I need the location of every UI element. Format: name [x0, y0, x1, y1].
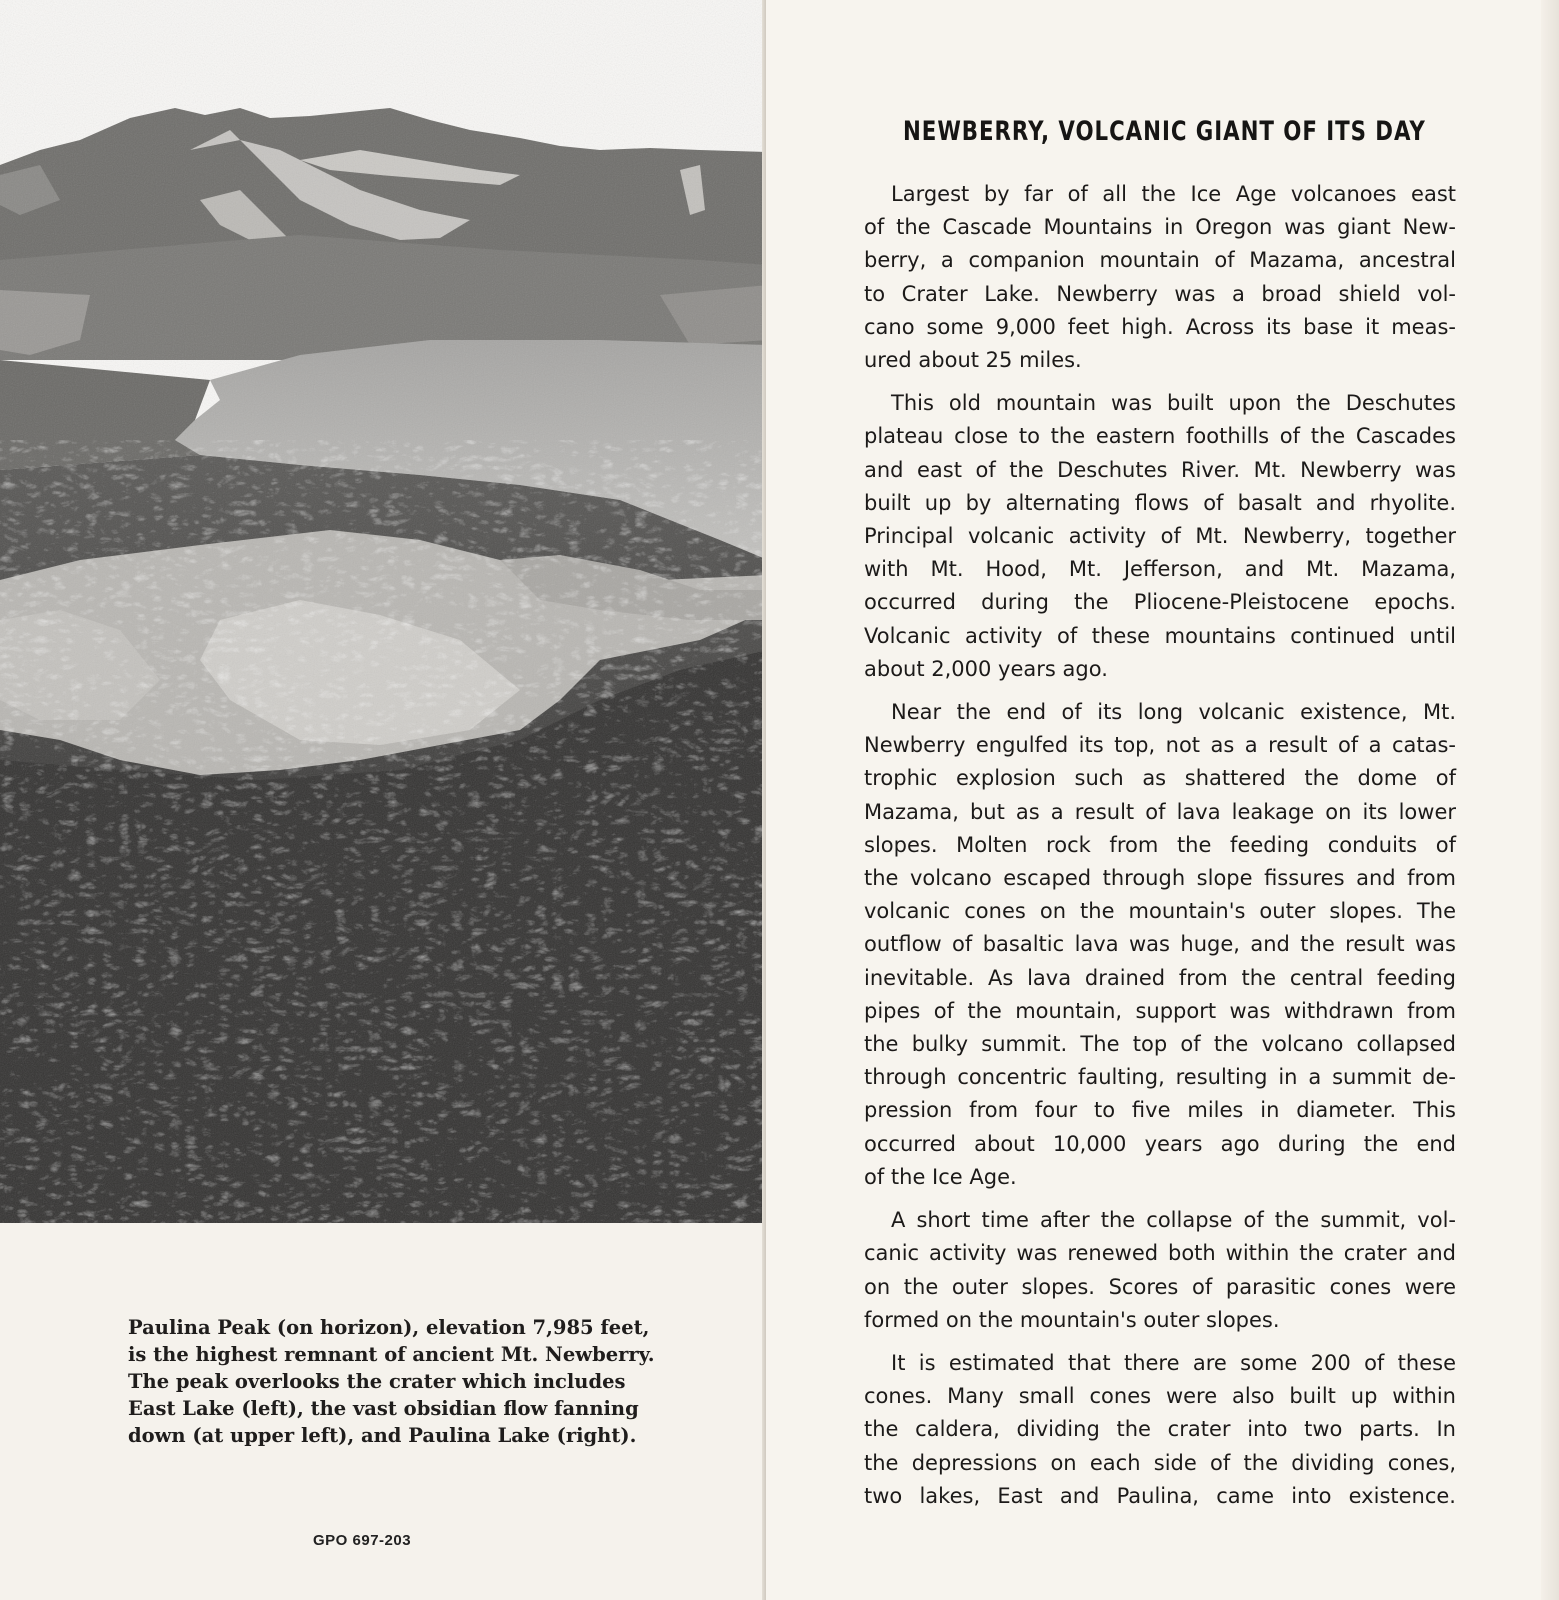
text-line: occurred during the Pliocene-Pleistocene epochs.	[864, 590, 1456, 615]
text-line: pression from four to five miles in diameter. This	[864, 1098, 1456, 1123]
text-line: built up by alternating flows of basalt and rhyolite.	[864, 490, 1456, 515]
text-line: Near the end of its long volcanic existence, Mt.	[891, 700, 1456, 725]
text-line: with Mt. Hood, Mt. Jefferson, and Mt. Mazama,	[864, 557, 1456, 582]
caption-line: Paulina Peak (on horizon), elevation 7,985 feet,	[128, 1316, 650, 1339]
caption-line: The peak overlooks the crater which includes	[128, 1370, 626, 1393]
text-line: through concentric faulting, resulting in a summit de-	[864, 1065, 1456, 1090]
text-line: It is estimated that there are some 200 of these	[891, 1350, 1456, 1375]
article-body	[864, 178, 1456, 1523]
text-line: trophic explosion such as shattered the dome of	[864, 766, 1456, 791]
text-line: Principal volcanic activity of Mt. Newberry, together	[864, 524, 1456, 549]
caption-line: down (at upper left), and Paulina Lake (right).	[128, 1424, 637, 1447]
text-line: This old mountain was built upon the Deschutes	[891, 391, 1456, 416]
text-line: berry, a companion mountain of Mazama, ancestral	[864, 248, 1456, 273]
text-line: of the Ice Age.	[864, 1164, 1017, 1189]
caption-line: is the highest remnant of ancient Mt. Newberry.	[128, 1343, 655, 1366]
text-line: formed on the mountain's outer slopes.	[864, 1307, 1280, 1332]
text-line: Newberry engulfed its top, not as a result of a catas-	[864, 733, 1456, 758]
article-title: NEWBERRY, VOLCANIC GIANT OF ITS DAY	[903, 116, 1426, 147]
text-line: about 2,000 years ago.	[864, 656, 1108, 681]
text-line: occurred about 10,000 years ago during the end	[864, 1131, 1456, 1156]
photo-caption	[128, 1314, 655, 1449]
text-line: plateau close to the eastern foothills of the Cascades	[864, 424, 1456, 449]
text-line: slopes. Molten rock from the feeding conduits of	[864, 832, 1456, 857]
text-line: the depressions on each side of the dividing cones,	[864, 1450, 1456, 1475]
text-line: outflow of basaltic lava was huge, and the result was	[864, 932, 1456, 957]
paragraph	[864, 387, 1456, 686]
paragraph	[864, 178, 1456, 377]
text-line: the bulky summit. The top of the volcano collapsed	[864, 1032, 1456, 1057]
text-line: the volcano escaped through slope fissures and from	[864, 866, 1456, 891]
print-code: GPO 697-203	[313, 1532, 412, 1549]
text-line: Mazama, but as a result of lava leakage on its lower	[864, 799, 1456, 824]
caption-line: East Lake (left), the vast obsidian flow fanning	[128, 1397, 639, 1420]
paragraph	[864, 696, 1456, 1194]
text-line: volcanic cones on the mountain's outer slopes. The	[864, 899, 1456, 924]
page-edge	[1541, 0, 1559, 1600]
text-line: A short time after the collapse of the summit, vol-	[891, 1208, 1456, 1233]
text-line: of the Cascade Mountains in Oregon was giant New-	[864, 215, 1456, 240]
text-line: cano some 9,000 feet high. Across its base it meas-	[864, 314, 1456, 339]
text-line: canic activity was renewed both within the crater and	[864, 1241, 1456, 1266]
paragraph	[864, 1204, 1456, 1337]
text-line: inevitable. As lava drained from the central feeding	[864, 965, 1456, 990]
text-line: on the outer slopes. Scores of parasitic cones were	[864, 1274, 1456, 1299]
text-line: pipes of the mountain, support was withdrawn from	[864, 998, 1456, 1023]
text-line: and east of the Deschutes River. Mt. Newberry was	[864, 457, 1456, 482]
text-line: ured about 25 miles.	[864, 348, 1082, 373]
text-line: the caldera, dividing the crater into two parts. In	[864, 1417, 1456, 1442]
text-line: cones. Many small cones were also built up within	[864, 1384, 1456, 1409]
paragraph	[864, 1347, 1456, 1513]
text-line: Largest by far of all the Ice Age volcanoes east	[891, 182, 1456, 206]
left-page	[0, 0, 766, 1600]
text-line: two lakes, East and Paulina, came into existence.	[864, 1483, 1456, 1508]
landscape-photo	[0, 0, 768, 1223]
text-line: to Crater Lake. Newberry was a broad shield vol-	[864, 281, 1456, 306]
text-line: Volcanic activity of these mountains continued until	[864, 623, 1456, 648]
